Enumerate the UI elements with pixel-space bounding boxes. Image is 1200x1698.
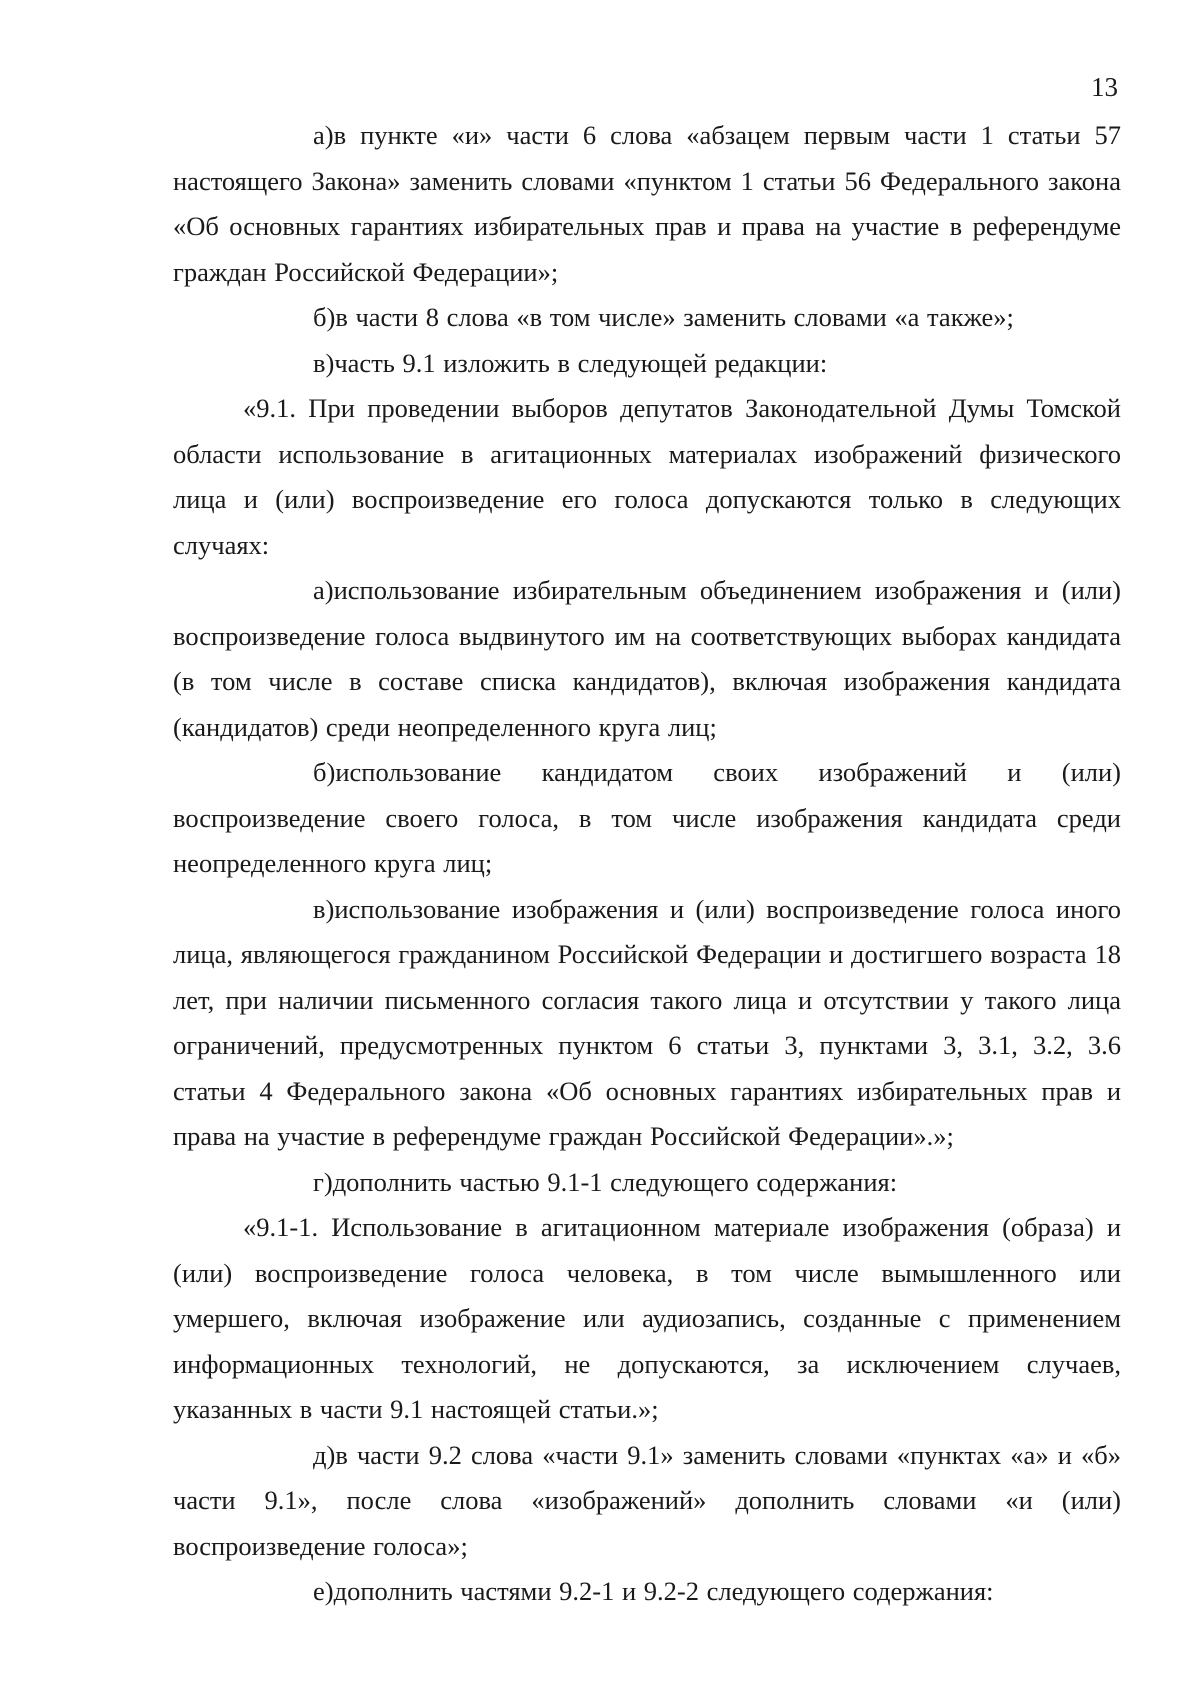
item-marker: б) [313, 302, 336, 332]
paragraph-text: дополнить частями 9.2-1 и 9.2-2 следующего содержания: [333, 1576, 994, 1606]
paragraph-text: дополнить частью 9.1-1 следующего содержания: [332, 1166, 898, 1197]
paragraph-text: часть 9.1 изложить в следующей редакции: [334, 347, 828, 378]
paragraph-text: в части 8 слова «в том числе» заменить словами «а также»; [335, 302, 1014, 332]
paragraph-text: в пункте «и» части 6 слова «абзацем первым части 1 статьи 57 настоящего Закона» заменить словами «пунктом 1 статьи 56 Федерального закона «Об основных гарантиях избирательных прав и права на участие в референдуме граждан Российской Федерации»; [173, 120, 1121, 287]
item-marker: е) [313, 1576, 334, 1606]
paragraph-text: использование изображения и (или) воспроизведение голоса иного лица, являющегося гражданином Российской Федерации и достигшего возраста 18 лет, при наличии письменного согласия такого лица и отсутствии у такого лица ограничений, предусмотренных пунктом 6 статьи 3, пунктами 3, 3.1, 3.2, 3.6 статьи 4 Федерального закона «Об основных гарантиях избирательных прав и права на участие в референдуме граждан Российской Федерации».»; [173, 893, 1121, 1151]
paragraph-e [173, 1569, 1121, 1615]
item-marker: д) [313, 1439, 336, 1470]
item-marker: в) [313, 893, 335, 924]
paragraph-d [173, 1433, 1121, 1570]
paragraph-quote-9-1 [173, 386, 1121, 568]
document-body [173, 113, 1121, 1615]
paragraph-text: «9.1-1. Использование в агитационном материале изображения (образа) и (или) воспроизведение голоса человека, в том числе вымышленного или умершего, включая изображение или аудиозапись, созданные с применением информационных технологий, не допускаются, за исключением случаев, указанных в части 9.1 настоящей статьи.»; [173, 1212, 1121, 1424]
paragraph-quote-9-1-1 [173, 1205, 1121, 1433]
paragraph-text: в части 9.2 слова «части 9.1» заменить словами «пунктах «а» и «б» части 9.1», после слова «изображений» дополнить словами «и (или) воспроизведение голоса»; [173, 1439, 1121, 1561]
paragraph-b [173, 295, 1121, 341]
item-marker: а) [313, 120, 334, 150]
item-marker: а) [313, 575, 334, 605]
paragraph-sub-a [173, 568, 1121, 750]
paragraph-sub-b [173, 750, 1121, 887]
paragraph-text: использование избирательным объединением изображения и (или) воспроизведение голоса выдвинутого им на соответствующих выборах кандидата (в том числе в составе списка кандидатов), включая изображения кандидата (кандидатов) среди неопределенного круга лиц; [173, 575, 1121, 742]
paragraph-g [173, 1160, 1121, 1206]
paragraph-text: использование кандидатом своих изображений и (или) воспроизведение своего голоса, в том числе изображения кандидата среди неопределенного круга лиц; [173, 757, 1121, 878]
paragraph-text: «9.1. При проведении выборов депутатов Законодательной Думы Томской области использование в агитационных материалах изображений физического лица и (или) воспроизведение его голоса допускаются только в следующих случаях: [173, 393, 1121, 560]
item-marker: в) [313, 347, 335, 378]
paragraph-v [173, 341, 1121, 387]
item-marker: б) [313, 757, 336, 787]
paragraph-a [173, 113, 1121, 295]
page-number: 13 [1091, 72, 1118, 102]
paragraph-sub-v [173, 887, 1121, 1160]
item-marker: г) [313, 1166, 333, 1197]
